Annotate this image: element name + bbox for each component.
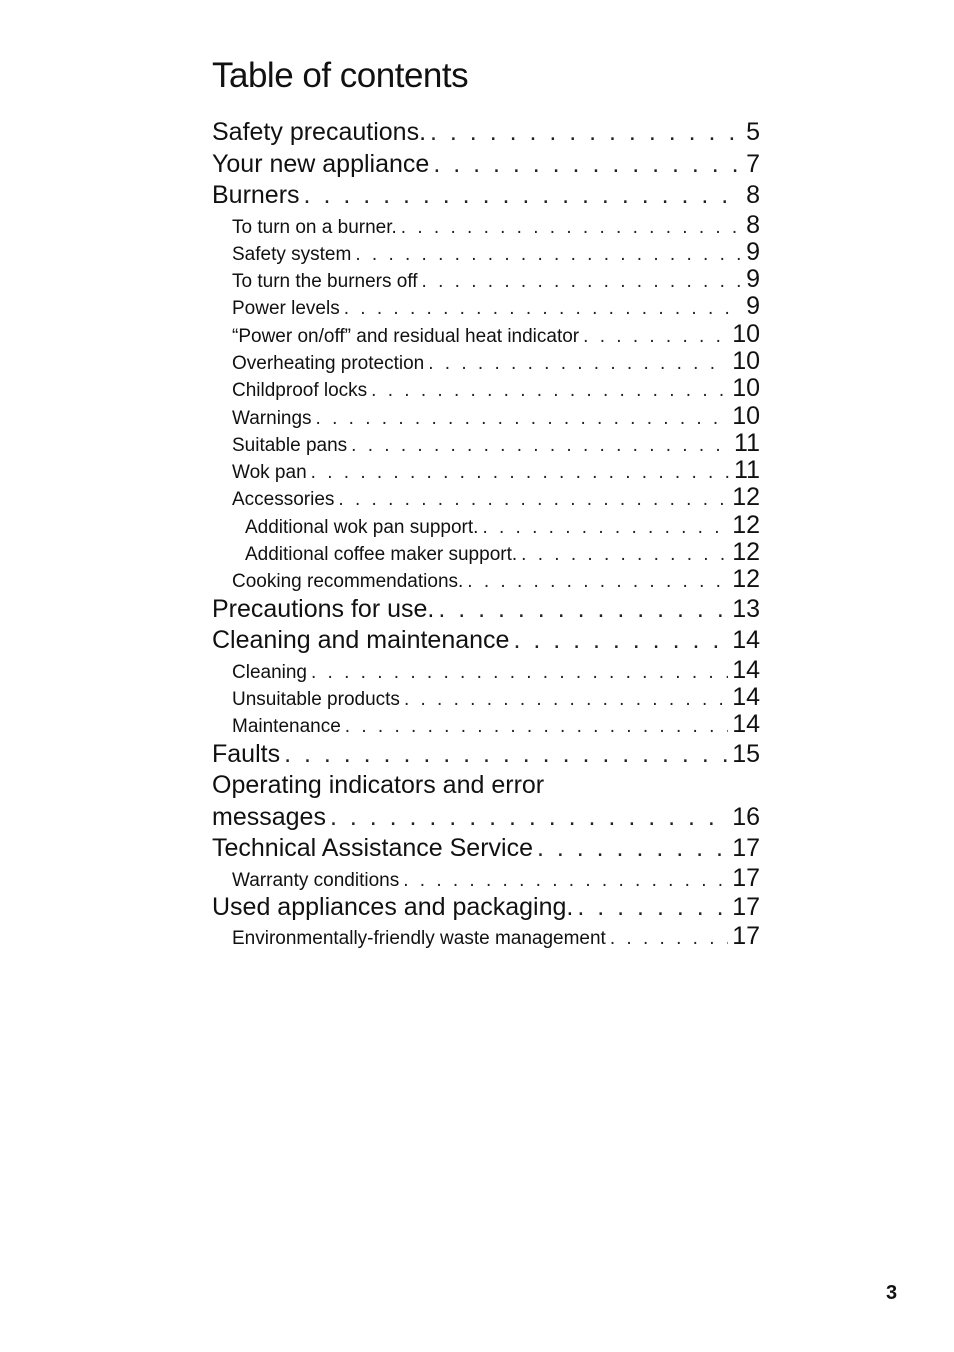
toc-entry[interactable] (212, 239, 760, 266)
leader-dots (513, 625, 728, 657)
toc-entry[interactable] (212, 117, 760, 149)
toc-entry[interactable] (212, 539, 760, 566)
toc-entry-label: Faults (212, 739, 281, 768)
toc-entry-label: Cooking recommendations. (232, 571, 464, 593)
toc-entry-label: Burners (212, 181, 300, 209)
toc-entry[interactable] (212, 923, 760, 950)
toc-entry-label: Environmentally-friendly waste management (232, 928, 606, 950)
toc-entry-label: Wok pan (232, 462, 307, 484)
toc-entry[interactable] (212, 149, 760, 181)
toc-entry-page: 7 (746, 149, 760, 178)
toc-entry-page: 9 (746, 238, 760, 266)
toc-entry[interactable] (212, 802, 760, 834)
toc-entry-label: To turn the burners off (232, 271, 418, 293)
toc-entry-page: 12 (732, 566, 760, 594)
toc-entry[interactable] (212, 180, 760, 212)
toc-entry-label: Safety system (232, 243, 352, 265)
leader-dots (521, 541, 728, 566)
toc-entry-page: 17 (732, 864, 760, 892)
leader-dots (404, 686, 728, 711)
leader-dots (467, 568, 728, 593)
toc-entry[interactable] (212, 833, 760, 865)
toc-entry-page: 15 (732, 739, 760, 768)
toc-entry-page: 10 (732, 347, 760, 375)
toc-entry-page: 17 (732, 834, 760, 863)
leader-dots (316, 405, 729, 430)
leader-dots (438, 594, 728, 626)
toc-entry-label-line: Operating indicators and error (212, 771, 545, 800)
toc-entry[interactable] (212, 739, 760, 771)
leader-dots (403, 867, 728, 892)
table-of-contents (212, 117, 760, 951)
toc-entry-label: To turn on a burner. (232, 216, 397, 238)
leader-dots (430, 117, 742, 149)
toc-entry[interactable] (212, 892, 760, 924)
toc-entry[interactable] (212, 657, 760, 684)
leader-dots (577, 892, 728, 924)
toc-entry[interactable] (212, 566, 760, 593)
toc-entry[interactable] (212, 457, 760, 484)
toc-entry[interactable] (212, 321, 760, 348)
toc-entry[interactable] (212, 430, 760, 457)
toc-entry-page: 9 (746, 266, 760, 294)
leader-dots (345, 713, 728, 738)
leader-dots (422, 268, 743, 293)
leader-dots (304, 180, 743, 212)
toc-entry-page: 10 (732, 375, 760, 403)
toc-entry-page: 11 (734, 457, 760, 485)
toc-entry[interactable] (212, 625, 760, 657)
toc-entry-label: Additional wok pan support. (245, 516, 479, 538)
leader-dots (330, 802, 728, 834)
leader-dots (311, 459, 730, 484)
toc-entry-page: 14 (732, 711, 760, 739)
toc-entry[interactable] (212, 484, 760, 511)
toc-entry-page: 12 (732, 539, 760, 567)
toc-entry[interactable] (212, 375, 760, 402)
toc-entry-label: Accessories (232, 489, 335, 511)
leader-dots (482, 514, 728, 539)
toc-entry-page: 14 (732, 683, 760, 711)
page-title: Table of contents (212, 56, 469, 95)
leader-dots (344, 295, 742, 320)
toc-entry-page: 17 (732, 892, 760, 921)
leader-dots (610, 925, 728, 950)
leader-dots (583, 323, 728, 348)
toc-entry-page: 12 (732, 511, 760, 539)
toc-entry-page: 14 (732, 626, 760, 655)
toc-entry[interactable] (212, 512, 760, 539)
toc-entry-page: 16 (732, 802, 760, 831)
toc-entry[interactable] (212, 266, 760, 293)
toc-entry-label: Power levels (232, 298, 340, 320)
toc-entry-label: Cleaning (232, 661, 307, 683)
toc-entry-label: Cleaning and maintenance (212, 626, 510, 655)
leader-dots (537, 833, 728, 865)
toc-entry[interactable] (212, 403, 760, 430)
page-number: 3 (886, 1282, 898, 1304)
toc-entry[interactable] (212, 293, 760, 320)
toc-entry-page: 14 (732, 656, 760, 684)
toc-entry[interactable] (212, 865, 760, 892)
leader-dots (311, 659, 728, 684)
toc-entry-label: Overheating protection (232, 352, 425, 374)
toc-entry-label: Warranty conditions (232, 869, 400, 891)
leader-dots (355, 241, 742, 266)
toc-entry[interactable] (212, 594, 760, 626)
toc-entry-label: messages (212, 802, 326, 831)
toc-entry-page: 10 (732, 320, 760, 348)
leader-dots (338, 486, 728, 511)
toc-entry-label: Warnings (232, 407, 312, 429)
leader-dots (371, 377, 728, 402)
toc-entry[interactable] (212, 212, 760, 239)
toc-entry-label: Additional coffee maker support. (245, 544, 518, 566)
toc-entry[interactable] (212, 711, 760, 738)
toc-entry-label: Your new appliance (212, 149, 430, 178)
toc-entry-label: Technical Assistance Service (212, 834, 533, 863)
toc-entry[interactable] (212, 684, 760, 711)
leader-dots (284, 739, 728, 771)
toc-entry-page: 17 (732, 923, 760, 951)
leader-dots (433, 149, 742, 181)
toc-entry-label: Unsuitable products (232, 688, 400, 710)
toc-entry-label: Safety precautions. (212, 118, 427, 146)
leader-dots (351, 432, 730, 457)
leader-dots (428, 350, 728, 375)
toc-entry[interactable] (212, 348, 760, 375)
toc-entry-label: Suitable pans (232, 434, 348, 456)
toc-entry-label: Precautions for use. (212, 594, 435, 623)
toc-entry-page: 11 (734, 429, 760, 457)
toc-entry-label: Used appliances and packaging. (212, 892, 574, 921)
toc-entry-page: 8 (746, 181, 760, 209)
toc-entry-page: 9 (746, 293, 760, 321)
toc-entry-page: 13 (732, 594, 760, 623)
leader-dots (401, 214, 742, 239)
toc-entry-label: Childproof locks (232, 380, 368, 402)
toc-entry-page: 5 (746, 118, 760, 146)
toc-entry-label: Maintenance (232, 716, 341, 738)
toc-entry-page: 10 (732, 402, 760, 430)
toc-entry-page: 12 (732, 484, 760, 512)
toc-entry-label: “Power on/off” and residual heat indicator (232, 325, 580, 347)
toc-entry-page: 8 (746, 211, 760, 239)
